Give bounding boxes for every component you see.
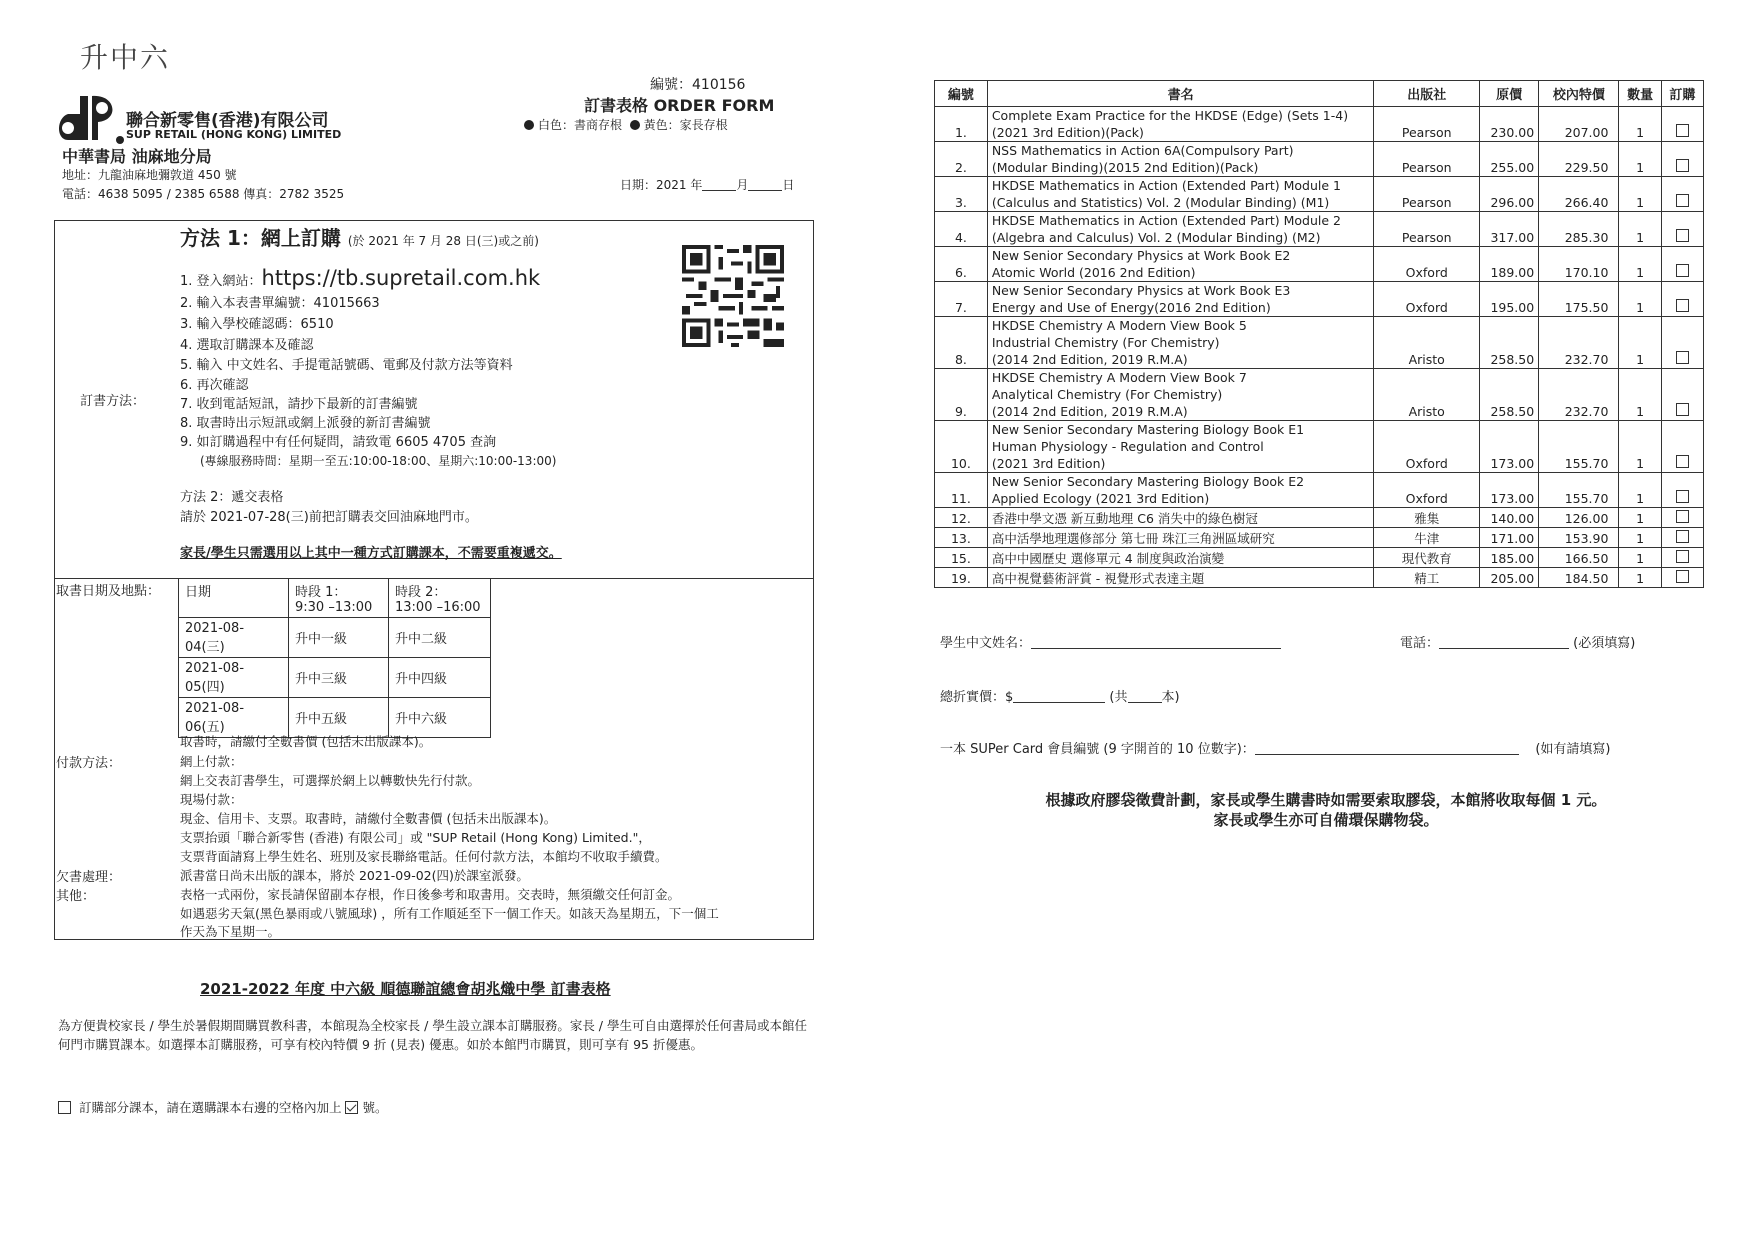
- book-title: [987, 548, 1374, 568]
- book-row: [935, 247, 1704, 282]
- book-row: [935, 317, 1704, 369]
- bag-levy-notice: [986, 790, 1666, 830]
- bullet-icon: [524, 120, 534, 130]
- book-price: 258.50: [1480, 369, 1539, 421]
- book-select-checkbox[interactable]: [1676, 299, 1689, 312]
- partial-prefix: 訂購部分課本，請在選購課本右邊的空格內加上: [78, 1100, 342, 1115]
- book-title-line: Complete Exam Practice for the HKDSE (Edge) (Sets 1-4): [991, 108, 1349, 123]
- book-no: 2.: [935, 142, 988, 177]
- book-price: 173.00: [1480, 473, 1539, 508]
- handwritten-note: 升中六: [80, 41, 171, 74]
- book-body: [935, 107, 1704, 588]
- book-qty: 1: [1619, 177, 1661, 212]
- copy-legend: [524, 116, 728, 133]
- date-line: [620, 176, 794, 193]
- book-publisher: 雅集: [1374, 508, 1480, 528]
- checkbox-icon: [58, 1101, 71, 1114]
- book-row: [935, 212, 1704, 247]
- form-title: 訂書表格 ORDER FORM: [584, 96, 775, 115]
- book-discount-price: 126.00: [1539, 508, 1619, 528]
- book-discount-price: 153.90: [1539, 528, 1619, 548]
- book-title: [987, 317, 1374, 369]
- company-name-cn: 聯合新零售(香港)有限公司: [126, 111, 329, 131]
- book-title-line: (Modular Binding)(2015 2nd Edition)(Pack): [991, 160, 1259, 175]
- book-title: [987, 107, 1374, 142]
- book-row: [935, 369, 1704, 421]
- book-no: 10.: [935, 421, 988, 473]
- book-title-line: HKDSE Chemistry A Modern View Book 5: [991, 318, 1247, 333]
- step-8: 8. 取書時出示短訊或網上派發的新訂書編號: [180, 416, 431, 431]
- student-name-field[interactable]: [1031, 648, 1281, 649]
- step-6: 6. 再次確認: [180, 378, 249, 393]
- payment-line: 現場付款：: [180, 792, 243, 807]
- book-select-cell: [1661, 177, 1703, 212]
- pickup-date: 2021-08-04(三): [179, 618, 289, 658]
- book-title: [987, 247, 1374, 282]
- total-field[interactable]: [1013, 702, 1105, 703]
- pickup-slot1: 升中五級: [289, 698, 389, 738]
- book-price: 189.00: [1480, 247, 1539, 282]
- book-select-checkbox[interactable]: [1676, 455, 1689, 468]
- book-row: [935, 107, 1704, 142]
- book-title: [987, 473, 1374, 508]
- form-number: 編號：410156: [650, 77, 746, 93]
- book-no: 4.: [935, 212, 988, 247]
- book-title-line: New Senior Secondary Mastering Biology Book E2: [991, 474, 1305, 489]
- payment-line: 網上付款：: [180, 754, 243, 769]
- step-3: 3. 輸入學校確認碼：6510: [180, 317, 334, 332]
- book-title-line: 高中視覺藝術評賞 - 視覺形式表達主題: [991, 571, 1205, 586]
- book-select-cell: [1661, 369, 1703, 421]
- book-row: [935, 473, 1704, 508]
- branch-name: 中華書局 油麻地分局: [62, 147, 212, 166]
- book-publisher: Aristo: [1374, 317, 1480, 369]
- pickup-slot2: 升中四級: [389, 658, 491, 698]
- book-select-cell: [1661, 548, 1703, 568]
- tel-label: 電話：: [1400, 636, 1440, 651]
- header-publisher: 出版社: [1374, 81, 1480, 107]
- book-select-cell: [1661, 107, 1703, 142]
- book-title-line: Applied Ecology (2021 3rd Edition): [991, 491, 1210, 506]
- book-select-checkbox[interactable]: [1676, 510, 1689, 523]
- payment-line: 支票背面請寫上學生姓名、班別及家長聯絡電話。任何付款方法，本館均不收取手續費。: [180, 849, 668, 864]
- book-price: 140.00: [1480, 508, 1539, 528]
- book-title-line: HKDSE Mathematics in Action (Extended Part) Module 1: [991, 178, 1341, 193]
- book-select-cell: [1661, 317, 1703, 369]
- book-title-line: New Senior Secondary Mastering Biology Book E1: [991, 422, 1305, 437]
- tel-row: [1400, 632, 1635, 651]
- method1-title: [180, 222, 539, 251]
- month-field[interactable]: [702, 190, 736, 191]
- book-discount-price: 266.40: [1539, 177, 1619, 212]
- book-title-line: (Algebra and Calculus) Vol. 2 (Modular Binding) (M2): [991, 230, 1321, 245]
- method1-deadline: (於 2021 年 7 月 28 日(三)或之前): [347, 234, 539, 248]
- step-1: [180, 266, 540, 290]
- copy-white: 白色：書商存根: [538, 118, 623, 132]
- pickup-table: [178, 578, 491, 738]
- company-logo-icon: [54, 90, 126, 146]
- intro-text: 為方便貴校家長 / 學生於暑假期間購買教科書，本館現為全校家長 / 學生設立課本訂購服務。家長 / 學生可自由選擇於任何書局或本館任何門市購買課本。如選擇本訂購服務，可享有校內特價 9 折 (見表) 優惠。如於本館門市購買，則可享有 95 折優惠。: [58, 1018, 807, 1052]
- tel-field[interactable]: [1439, 648, 1569, 649]
- book-price: 296.00: [1480, 177, 1539, 212]
- payment-line: 網上交表訂書學生，可選擇於網上以轉數快先行付款。: [180, 773, 481, 788]
- book-discount-price: 170.10: [1539, 247, 1619, 282]
- partial-suffix: 號。: [362, 1100, 388, 1115]
- shortage-label: 欠書處理：: [56, 870, 122, 885]
- book-title-line: Energy and Use of Energy(2016 2nd Edition): [991, 300, 1271, 315]
- header-discount: 校內特價: [1539, 81, 1619, 107]
- book-price: 173.00: [1480, 421, 1539, 473]
- book-discount-price: 155.70: [1539, 473, 1619, 508]
- pickup-row: [179, 618, 491, 658]
- book-title-line: (2014 2nd Edition, 2019 R.M.A): [991, 352, 1188, 367]
- book-publisher: Oxford: [1374, 421, 1480, 473]
- bullet-icon: [630, 120, 640, 130]
- book-select-cell: [1661, 528, 1703, 548]
- book-discount-price: 232.70: [1539, 317, 1619, 369]
- book-publisher: Pearson: [1374, 142, 1480, 177]
- book-title-line: (2021 3rd Edition)(Pack): [991, 125, 1144, 140]
- book-qty: 1: [1619, 508, 1661, 528]
- pickup-slot1: 升中一級: [289, 618, 389, 658]
- important-notice: 家長/學生只需選用以上其中一種方式訂購課本，不需要重複遞交。: [180, 546, 562, 561]
- book-price: 317.00: [1480, 212, 1539, 247]
- book-no: 12.: [935, 508, 988, 528]
- book-no: 19.: [935, 568, 988, 588]
- shortage-text: 派書當日尚未出版的課本，將於 2021-09-02(四)於課室派發。: [180, 868, 529, 883]
- header-qty: 數量: [1619, 81, 1661, 107]
- book-select-checkbox[interactable]: [1676, 351, 1689, 364]
- book-no: 1.: [935, 107, 988, 142]
- payment-label: 付款方法：: [56, 756, 122, 771]
- book-title: [987, 282, 1374, 317]
- book-no: 8.: [935, 317, 988, 369]
- book-qty: 1: [1619, 142, 1661, 177]
- book-title-line: HKDSE Mathematics in Action (Extended Part) Module 2: [991, 213, 1341, 228]
- book-discount-price: 175.50: [1539, 282, 1619, 317]
- book-title-line: (Calculus and Statistics) Vol. 2 (Modular Binding) (M1): [991, 195, 1330, 210]
- book-price: 185.00: [1480, 548, 1539, 568]
- book-title-line: HKDSE Chemistry A Modern View Book 7: [991, 370, 1247, 385]
- book-publisher: Pearson: [1374, 107, 1480, 142]
- pickup-slot2: 升中六級: [389, 698, 491, 738]
- service-hours: (專線服務時間：星期一至五:10:00-18:00、星期六:10:00-13:00): [200, 454, 557, 468]
- book-select-cell: [1661, 282, 1703, 317]
- copy-yellow: 黃色：家長存根: [643, 118, 728, 132]
- book-qty: 1: [1619, 473, 1661, 508]
- book-publisher: Oxford: [1374, 282, 1480, 317]
- checkmark-icon: [345, 1101, 358, 1114]
- book-discount-price: 166.50: [1539, 548, 1619, 568]
- date-month: 月: [736, 178, 749, 192]
- book-title: [987, 508, 1374, 528]
- others-line: 如遇惡劣天氣(黑色暴雨或八號風球) ，所有工作順延至下一個工作天。如該天為星期五，下一個工: [180, 906, 719, 921]
- supercard-row: [940, 738, 1610, 757]
- pickup-header-slot1: 時段 1： 9:30 –13:00: [289, 579, 389, 618]
- count-suffix: 本): [1161, 690, 1180, 705]
- tel-note: (必須填寫): [1573, 636, 1636, 651]
- day-field[interactable]: [748, 190, 782, 191]
- book-no: 7.: [935, 282, 988, 317]
- student-name-label: 學生中文姓名：: [940, 636, 1032, 651]
- bag-notice-line: 根據政府膠袋徵費計劃，家長或學生購書時如需要索取膠袋，本館將收取每個 1 元。: [1045, 791, 1607, 809]
- book-row: [935, 548, 1704, 568]
- book-price: 205.00: [1480, 568, 1539, 588]
- supercard-label: 一本 SUPer Card 會員編號 (9 字開首的 10 位數字)：: [940, 742, 1255, 757]
- book-publisher: Pearson: [1374, 212, 1480, 247]
- book-title-line: Human Physiology - Regulation and Control: [991, 439, 1264, 454]
- others-label: 其他：: [56, 889, 96, 904]
- phone-fax: 電話：4638 5095 / 2385 6588 傳真：2782 3525: [62, 187, 345, 201]
- header-title: 書名: [987, 81, 1374, 107]
- step-5: 5. 輸入 中文姓名、手提電話號碼、電郵及付款方法等資料: [180, 358, 513, 373]
- book-title-line: (2014 2nd Edition, 2019 R.M.A): [991, 404, 1188, 419]
- book-row: [935, 508, 1704, 528]
- others-line: 表格一式兩份，家長請保留副本存根，作日後參考和取書用。交表時，無須繳交任何訂金。: [180, 887, 681, 902]
- book-select-checkbox[interactable]: [1676, 403, 1689, 416]
- book-select-cell: [1661, 568, 1703, 588]
- book-select-checkbox[interactable]: [1676, 550, 1689, 563]
- book-title-line: 高中活學地理選修部分 第七冊 珠江三角洲區域研究: [991, 531, 1275, 546]
- book-title-line: Industrial Chemistry (For Chemistry): [991, 335, 1220, 350]
- payment-line: 支票抬頭「聯合新零售 (香港) 有限公司」或 "SUP Retail (Hong Kong) Limited."，: [180, 830, 651, 845]
- book-title-line: New Senior Secondary Physics at Work Book E3: [991, 283, 1291, 298]
- book-title: [987, 528, 1374, 548]
- book-select-checkbox[interactable]: [1676, 194, 1689, 207]
- book-publisher: Pearson: [1374, 177, 1480, 212]
- book-qty: 1: [1619, 282, 1661, 317]
- book-title: [987, 142, 1374, 177]
- book-no: 15.: [935, 548, 988, 568]
- header-price: 原價: [1480, 81, 1539, 107]
- pickup-label: 取書日期及地點：: [56, 584, 161, 599]
- book-select-checkbox[interactable]: [1676, 530, 1689, 543]
- book-select-checkbox[interactable]: [1676, 124, 1689, 137]
- book-discount-price: 184.50: [1539, 568, 1619, 588]
- book-select-cell: [1661, 212, 1703, 247]
- date-prefix: 日期：2021 年: [620, 178, 703, 192]
- book-publisher: Oxford: [1374, 247, 1480, 282]
- method1-heading: 方法 1：網上訂購: [180, 226, 341, 250]
- book-select-checkbox[interactable]: [1676, 490, 1689, 503]
- pickup-date: 2021-08-06(五): [179, 698, 289, 738]
- total-label: 總折實價：$: [940, 690, 1014, 705]
- book-title-line: 高中中國歷史 選修單元 4 制度與政治演變: [991, 551, 1225, 566]
- book-publisher: 現代教育: [1374, 548, 1480, 568]
- partial-order-note: [58, 1098, 387, 1116]
- school-title: 2021-2022 年度 中六級 順德聯誼總會胡兆熾中學 訂書表格: [200, 980, 611, 998]
- book-qty: 1: [1619, 528, 1661, 548]
- book-title-line: New Senior Secondary Physics at Work Book E2: [991, 248, 1291, 263]
- book-discount-price: 285.30: [1539, 212, 1619, 247]
- book-no: 13.: [935, 528, 988, 548]
- others-line: 作天為下星期一。: [180, 924, 281, 939]
- header-no: 編號: [935, 81, 988, 107]
- student-name-row: [940, 632, 1281, 651]
- book-row: [935, 421, 1704, 473]
- book-table: [934, 80, 1704, 588]
- book-price: 258.50: [1480, 317, 1539, 369]
- method2-title: 方法 2：遞交表格: [180, 490, 284, 505]
- total-row: [940, 686, 1180, 705]
- payment-line: 現金、信用卡、支票。取書時，請繳付全數書價 (包括未出版課本)。: [180, 811, 557, 826]
- book-no: 9.: [935, 369, 988, 421]
- date-day: 日: [782, 178, 795, 192]
- book-title-line: (2021 3rd Edition): [991, 456, 1106, 471]
- payment-line: 取書時，請繳付全數書價 (包括未出版課本)。: [180, 734, 432, 749]
- book-title-line: 香港中學文憑 新互動地理 C6 消失中的綠色樹冠: [991, 511, 1258, 526]
- order-method-label: 訂書方法：: [80, 394, 146, 409]
- book-title-line: Atomic World (2016 2nd Edition): [991, 265, 1196, 280]
- book-select-cell: [1661, 421, 1703, 473]
- pickup-slot1: 升中三級: [289, 658, 389, 698]
- step-2: 2. 輸入本表書單編號：41015663: [180, 296, 380, 311]
- book-select-checkbox[interactable]: [1676, 159, 1689, 172]
- book-qty: 1: [1619, 369, 1661, 421]
- supercard-note: (如有請填寫): [1535, 742, 1611, 757]
- book-discount-price: 155.70: [1539, 421, 1619, 473]
- book-no: 11.: [935, 473, 988, 508]
- count-field[interactable]: [1128, 702, 1162, 703]
- step-1-label: 1. 登入網站：: [180, 274, 262, 289]
- address: 地址：九龍油麻地彌敦道 450 號: [62, 168, 237, 182]
- book-select-checkbox[interactable]: [1676, 264, 1689, 277]
- book-no: 3.: [935, 177, 988, 212]
- book-title: [987, 369, 1374, 421]
- book-row: [935, 142, 1704, 177]
- book-publisher: Aristo: [1374, 369, 1480, 421]
- book-price: 195.00: [1480, 282, 1539, 317]
- book-price: 230.00: [1480, 107, 1539, 142]
- supercard-field[interactable]: [1255, 754, 1519, 755]
- book-price: 255.00: [1480, 142, 1539, 177]
- book-qty: 1: [1619, 247, 1661, 282]
- book-row: [935, 568, 1704, 588]
- book-publisher: Oxford: [1374, 473, 1480, 508]
- book-title: [987, 421, 1374, 473]
- pickup-header-date: 日期: [179, 579, 289, 618]
- book-qty: 1: [1619, 568, 1661, 588]
- book-qty: 1: [1619, 317, 1661, 369]
- book-publisher: 牛津: [1374, 528, 1480, 548]
- pickup-slot2: 升中二級: [389, 618, 491, 658]
- bag-notice-line: 家長或學生亦可自備環保購物袋。: [1213, 811, 1439, 829]
- book-discount-price: 207.00: [1539, 107, 1619, 142]
- book-qty: 1: [1619, 421, 1661, 473]
- company-name-en: SUP RETAIL (HONG KONG) LIMITED: [126, 128, 342, 141]
- book-select-cell: [1661, 508, 1703, 528]
- book-header-row: [935, 81, 1704, 107]
- book-select-cell: [1661, 473, 1703, 508]
- step-4: 4. 選取訂購課本及確認: [180, 338, 314, 353]
- pickup-row: [179, 658, 491, 698]
- pickup-header-slot2: 時段 2： 13:00 –16:00: [389, 579, 491, 618]
- book-title: [987, 212, 1374, 247]
- book-discount-price: 229.50: [1539, 142, 1619, 177]
- book-title-line: Analytical Chemistry (For Chemistry): [991, 387, 1223, 402]
- book-title-line: NSS Mathematics in Action 6A(Compulsory Part): [991, 143, 1294, 158]
- header-select: 訂購: [1661, 81, 1703, 107]
- book-row: [935, 177, 1704, 212]
- book-row: [935, 528, 1704, 548]
- qr-code-icon[interactable]: [680, 245, 786, 347]
- book-select-cell: [1661, 247, 1703, 282]
- book-select-cell: [1661, 142, 1703, 177]
- book-no: 6.: [935, 247, 988, 282]
- book-qty: 1: [1619, 107, 1661, 142]
- book-qty: 1: [1619, 548, 1661, 568]
- book-discount-price: 232.70: [1539, 369, 1619, 421]
- pickup-date: 2021-08-05(四): [179, 658, 289, 698]
- book-row: [935, 282, 1704, 317]
- pickup-header-row: [179, 579, 491, 618]
- book-title: [987, 568, 1374, 588]
- step-7: 7. 收到電話短訊，請抄下最新的訂書編號: [180, 397, 418, 412]
- book-qty: 1: [1619, 212, 1661, 247]
- book-publisher: 精工: [1374, 568, 1480, 588]
- book-select-checkbox[interactable]: [1676, 229, 1689, 242]
- book-select-checkbox[interactable]: [1676, 570, 1689, 583]
- count-prefix: (共: [1109, 690, 1128, 705]
- method2-text: 請於 2021-07-28(三)前把訂購表交回油麻地門市。: [180, 510, 478, 525]
- book-price: 171.00: [1480, 528, 1539, 548]
- step-9: 9. 如訂購過程中有任何疑問，請致電 6605 4705 查詢: [180, 435, 497, 450]
- book-title: [987, 177, 1374, 212]
- website-link[interactable]: https://tb.supretail.com.hk: [261, 266, 541, 290]
